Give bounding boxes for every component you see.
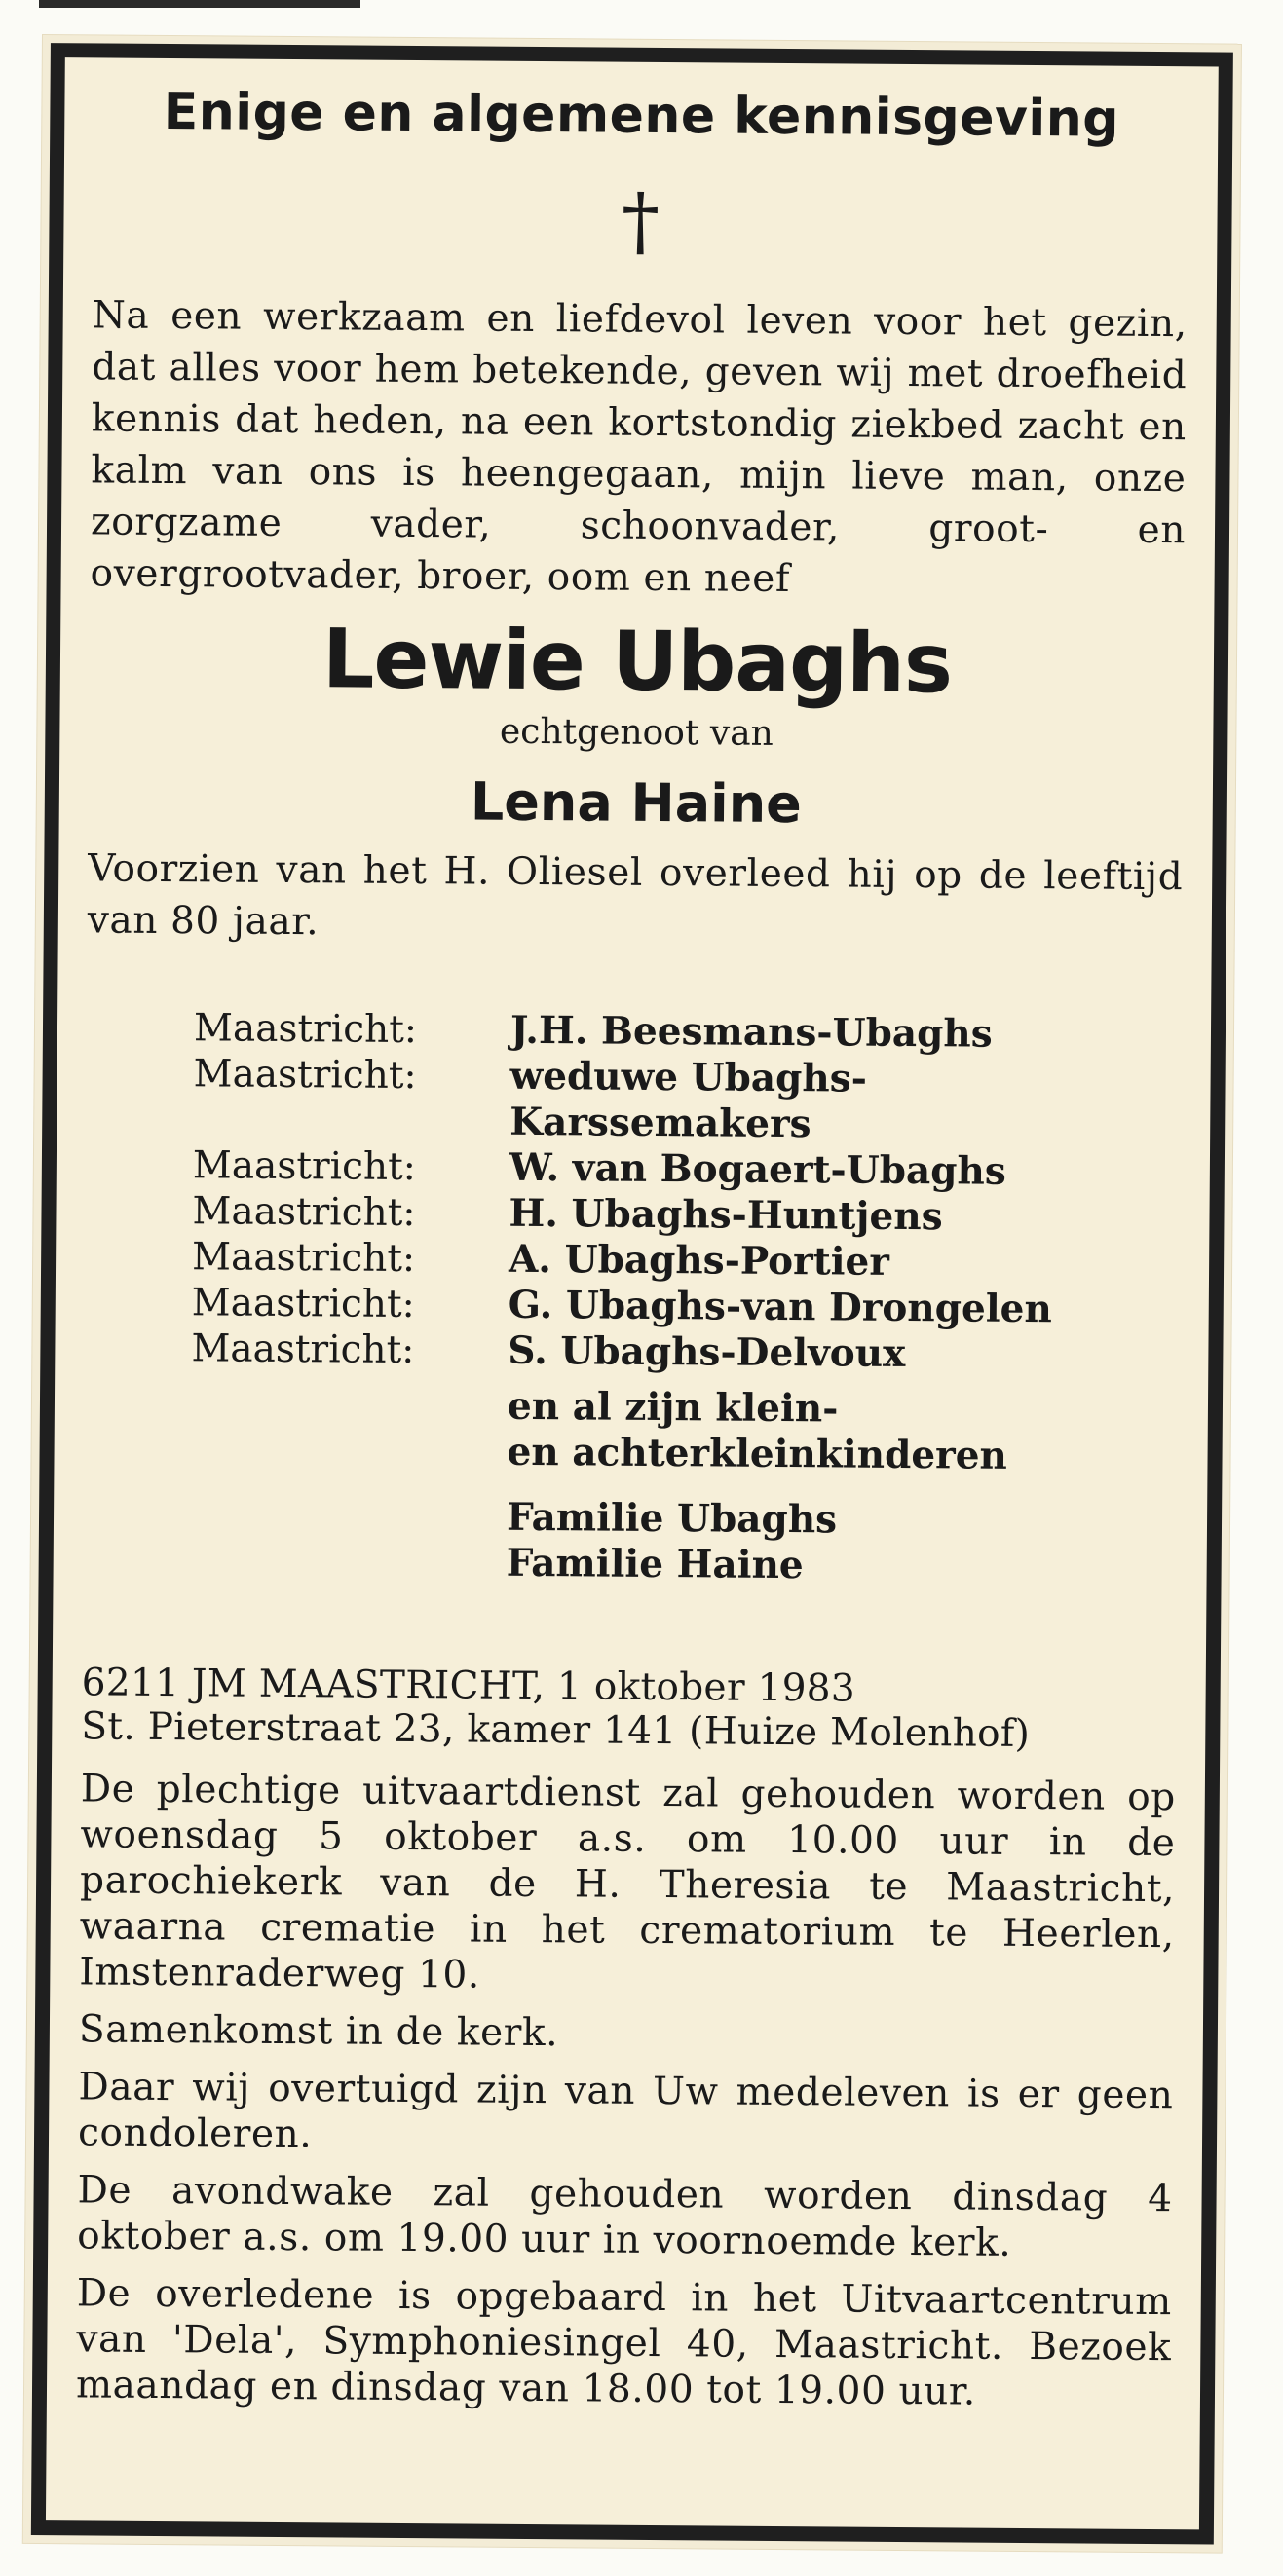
laid-out-text: De overledene is opgebaard in het Uitvaartcentrum van 'Dela', Symphoniesingel 40, Maastricht. Bezoek maandag en dinsdag van 18.00 tot 19.00 uur. xyxy=(75,2271,1172,2414)
funeral-text: De plechtige uitvaartdienst zal gehouden worden op woensdag 5 oktober a.s. om 10.00 uur in de parochiekerk van de H. Theresia te Maastricht, waarna crematie in het crematorium te Heerlen, Imstenraderweg 10. xyxy=(79,1767,1176,1997)
relative-city: Maastricht: xyxy=(192,1143,417,1190)
clipping-shadow xyxy=(39,0,360,8)
newspaper-clipping xyxy=(23,35,1241,2553)
relative-city: Maastricht: xyxy=(193,1006,418,1053)
relative-city: Maastricht: xyxy=(191,1235,416,1282)
relative-name: Karssemakers xyxy=(509,1099,811,1147)
vigil-text: De avondwake zal gehouden worden dinsdag 4 oktober a.s. om 19.00 uur in voornoemde kerk. xyxy=(77,2168,1173,2265)
spouse-name: Lena Haine xyxy=(470,770,803,836)
family-line: Familie Ubaghs xyxy=(506,1494,838,1543)
spouse-label: echtgenoot van xyxy=(499,711,774,754)
notice-border xyxy=(31,43,1233,2544)
relative-name: weduwe Ubaghs- xyxy=(509,1053,868,1101)
relative-city xyxy=(86,1096,509,1144)
relative-name: S. Ubaghs-Delvoux xyxy=(508,1327,906,1376)
relative-name: A. Ubaghs-Portier xyxy=(508,1236,890,1285)
cross-icon: † xyxy=(621,177,660,266)
deceased-name: Lewie Ubaghs xyxy=(321,611,953,712)
relative-city: Maastricht: xyxy=(191,1326,415,1373)
relative-city: Maastricht: xyxy=(191,1281,415,1327)
relative-name: J.H. Beesmans-Ubaghs xyxy=(509,1007,993,1057)
relative-city: Maastricht: xyxy=(192,1189,416,1236)
relative-row xyxy=(84,1325,1179,1379)
address-block xyxy=(81,1661,1177,1757)
family-line: Familie Haine xyxy=(506,1540,804,1588)
notice-content xyxy=(75,82,1189,2510)
relatives-list xyxy=(83,1004,1183,1591)
relative-name: W. van Bogaert-Ubaghs xyxy=(509,1144,1007,1194)
intro-text: Na een werkzaam en liefdevol leven voor het gezin, dat alles voor hem betekende, geven wij met droefheid kennis dat heden, na een kortstondig ziekbed zacht en kalm van ons is heengegaan, mijn lieve man, onze zorgzame vader, schoonvader, groot- en overgrootvader, broer, oom en neef xyxy=(90,293,1188,602)
notice-heading: Enige en algemene kennisgeving xyxy=(163,82,1120,149)
address-line: 6211 JM MAASTRICHT, 1 oktober 1983 xyxy=(81,1661,856,1711)
grandchildren-line: en al zijn klein- xyxy=(507,1383,839,1432)
condolences-text: Daar wij overtuigd zijn van Uw medeleven is er geen condoleren. xyxy=(77,2065,1174,2157)
grandchildren-line: en achterkleinkinderen xyxy=(507,1429,1008,1478)
address-line: St. Pieterstraat 23, kamer 141 (Huize Molenhof) xyxy=(81,1704,1031,1757)
death-statement: Voorzien van het H. Oliesel overleed hij op de leeftijd van 80 jaar. xyxy=(87,846,1184,945)
gathering-text: Samenkomst in de kerk. xyxy=(78,2007,559,2056)
relative-name: H. Ubaghs-Huntjens xyxy=(509,1190,943,1240)
relative-name: G. Ubaghs-van Drongelen xyxy=(508,1282,1053,1332)
relative-city: Maastricht: xyxy=(193,1052,417,1099)
